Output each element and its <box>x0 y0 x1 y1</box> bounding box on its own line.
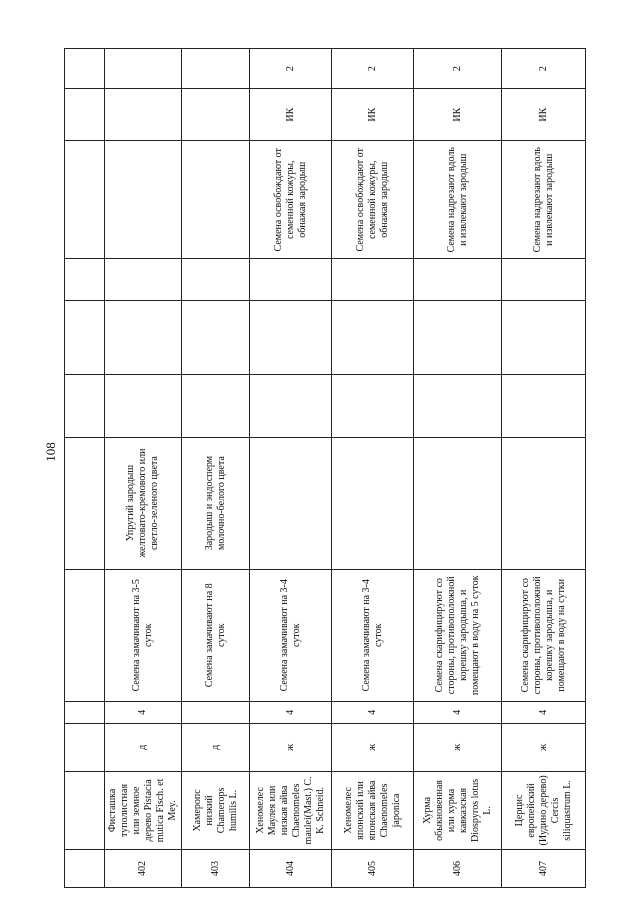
cell-count <box>65 49 105 89</box>
cell-treatment: Семена замачивают на 8 суток <box>182 569 250 701</box>
cell-count: 2 <box>502 49 586 89</box>
cell-class: 4 <box>502 701 586 723</box>
cell-method: ИК <box>502 89 586 141</box>
cell-class: 4 <box>250 701 332 723</box>
page-number: 108 <box>43 442 58 462</box>
cell-method: ИК <box>250 89 332 141</box>
cell-method <box>105 89 182 141</box>
cell-empty-9 <box>182 259 250 301</box>
cell-treatment: Семена скарифицируют со стороны, противоположной корешку зародыша, и помещают в воду на 5 суток <box>414 569 502 701</box>
table-body <box>65 49 586 888</box>
cell-method: ИК <box>332 89 414 141</box>
cell-empty-9 <box>414 259 502 301</box>
cell-species-name: Хамеропс низкий Chamerops humilis L. <box>182 771 250 849</box>
cell-preparation: Семена надрезают вдоль и извлекают зародыш <box>502 141 586 259</box>
cell-empty-9 <box>250 259 332 301</box>
cell-embryo <box>502 437 586 569</box>
cell-group: ж <box>414 723 502 771</box>
cell-empty-8 <box>65 301 105 375</box>
cell-preparation <box>182 141 250 259</box>
cell-count <box>182 49 250 89</box>
cell-treatment: Семена скарифицируют со стороны, противоположной корешку зародыша, и помещают в воду на сутки <box>502 569 586 701</box>
cell-group: ж <box>502 723 586 771</box>
cell-number: 405 <box>332 849 414 887</box>
cell-group: д <box>182 723 250 771</box>
table-row <box>65 49 105 888</box>
cell-count: 2 <box>332 49 414 89</box>
cell-embryo <box>250 437 332 569</box>
cell-method: ИК <box>414 89 502 141</box>
cell-count <box>105 49 182 89</box>
cell-group: ж <box>332 723 414 771</box>
table-row <box>414 49 502 888</box>
cell-number: 402 <box>105 849 182 887</box>
cell-method <box>65 89 105 141</box>
cell-species-name: Хурма обыкновенная или хурма кавказская Diospyros lotus L. <box>414 771 502 849</box>
cell-preparation: Семена надрезают вдоль и извлекают зародыш <box>414 141 502 259</box>
cell-preparation <box>65 141 105 259</box>
cell-species-name: Хеномелес Маулея или низкая айва Chaenomeles maulei(Mast.) C. K. Schneid. <box>250 771 332 849</box>
cell-empty-8 <box>105 301 182 375</box>
rotated-table-container <box>64 48 580 888</box>
cell-empty-8 <box>250 301 332 375</box>
cell-treatment: Семена замачивают на 3-4 суток <box>332 569 414 701</box>
cell-group: ж <box>250 723 332 771</box>
cell-empty-8 <box>182 301 250 375</box>
cell-group: д <box>105 723 182 771</box>
cell-empty-8 <box>502 301 586 375</box>
table-row <box>250 49 332 888</box>
cell-preparation: Семена освобождают от семенной кожуры, обнажая зародыш <box>250 141 332 259</box>
cell-class: 4 <box>414 701 502 723</box>
cell-number: 406 <box>414 849 502 887</box>
cell-empty-8 <box>332 301 414 375</box>
cell-number: 407 <box>502 849 586 887</box>
cell-empty-8 <box>414 301 502 375</box>
cell-embryo: Упругий зародыш желтовато-кремового или светло-зеленого цвета <box>105 437 182 569</box>
cell-species-name: Хеномелес японский или японская айва Chaenomeles japonica <box>332 771 414 849</box>
cell-empty-7 <box>332 375 414 437</box>
cell-empty-9 <box>105 259 182 301</box>
cell-class: 4 <box>105 701 182 723</box>
cell-group <box>65 723 105 771</box>
cell-empty-7 <box>250 375 332 437</box>
cell-count: 2 <box>414 49 502 89</box>
seed-viability-table <box>64 48 586 888</box>
cell-empty-9 <box>65 259 105 301</box>
cell-number <box>65 849 105 887</box>
table-row <box>182 49 250 888</box>
cell-empty-7 <box>502 375 586 437</box>
cell-preparation <box>105 141 182 259</box>
cell-empty-7 <box>414 375 502 437</box>
cell-embryo <box>332 437 414 569</box>
cell-empty-7 <box>105 375 182 437</box>
cell-class: 4 <box>332 701 414 723</box>
cell-number: 404 <box>250 849 332 887</box>
cell-embryo <box>414 437 502 569</box>
cell-empty-7 <box>65 375 105 437</box>
cell-class <box>182 701 250 723</box>
cell-number: 403 <box>182 849 250 887</box>
table-row <box>502 49 586 888</box>
cell-treatment: Семена замачивают на 3-4 суток <box>250 569 332 701</box>
cell-species-name: Фисташка туполистная или земное дерево Pistacia mutica Fisch. et Mey. <box>105 771 182 849</box>
cell-treatment <box>65 569 105 701</box>
cell-empty-7 <box>182 375 250 437</box>
cell-count: 2 <box>250 49 332 89</box>
cell-empty-9 <box>332 259 414 301</box>
cell-class <box>65 701 105 723</box>
cell-species-name: Церцис европейский (Иудино дерево) Cercis siliquastrum L. <box>502 771 586 849</box>
table-row <box>105 49 182 888</box>
cell-embryo <box>65 437 105 569</box>
cell-treatment: Семена замачивают на 3-5 суток <box>105 569 182 701</box>
cell-embryo: Зародыш и эндосперм молочно-белого цвета <box>182 437 250 569</box>
table-row <box>332 49 414 888</box>
cell-method <box>182 89 250 141</box>
cell-empty-9 <box>502 259 586 301</box>
cell-preparation: Семена освобождают от семенной кожуры, обнажая зародыш <box>332 141 414 259</box>
cell-species-name <box>65 771 105 849</box>
